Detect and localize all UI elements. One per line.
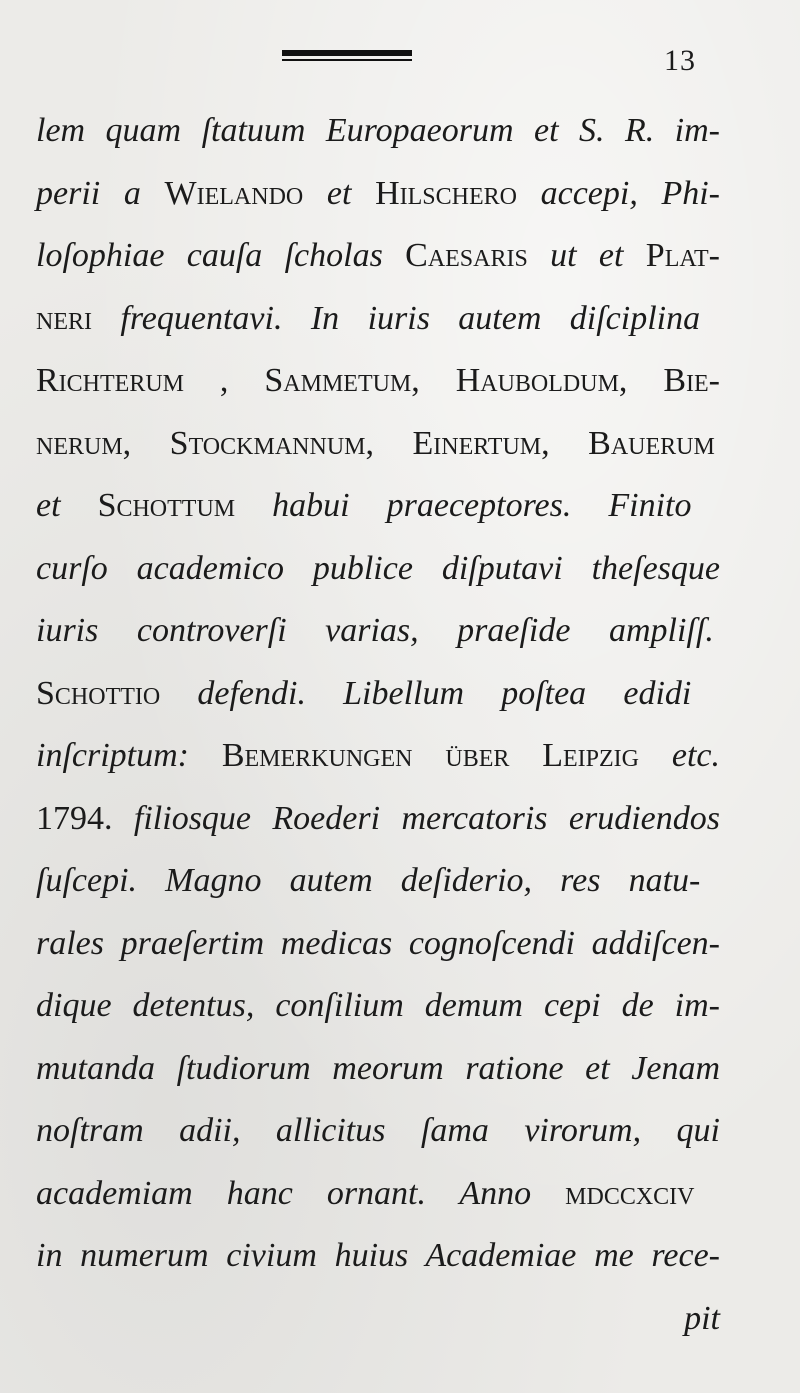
text-line-content — [36, 1050, 720, 1087]
text-run: loſophiae cauſa ſcholas — [36, 237, 406, 274]
text-line-content — [36, 1237, 720, 1274]
text-line-content — [36, 675, 691, 712]
text-line-content — [36, 487, 691, 524]
text-run: ſuſcepi. Magno autem deſiderio, res natu- — [36, 862, 701, 899]
text-line — [36, 725, 720, 788]
small-caps-name: Plat- — [645, 237, 721, 274]
text-line — [36, 788, 720, 851]
text-block — [36, 100, 720, 1350]
text-line — [36, 663, 720, 726]
text-line-content — [684, 1300, 720, 1337]
text-run: in numerum civium huius Academiae me rece- — [36, 1237, 720, 1274]
text-line — [36, 475, 720, 538]
text-line — [36, 1038, 720, 1101]
text-line-content — [36, 237, 720, 274]
page-number: 13 — [664, 44, 696, 77]
text-line-content — [36, 300, 700, 337]
text-run: mutanda ſtudiorum meorum ratione et Jenam — [36, 1049, 720, 1087]
text-line — [36, 163, 720, 226]
small-caps-name: Hilschero — [375, 174, 517, 212]
small-caps-name: mdccxciv — [565, 1174, 695, 1212]
header-rule-thick — [282, 50, 412, 56]
header-rule — [282, 50, 412, 64]
text-run: dique detentus, conſilium demum cepi de im- — [36, 987, 720, 1024]
text-run: perii a — [36, 174, 165, 212]
text-line — [36, 850, 720, 913]
text-line — [36, 288, 720, 351]
text-line-content — [36, 425, 715, 462]
small-caps-name: Schottio — [36, 674, 161, 712]
small-caps-name: Schottum — [97, 487, 236, 524]
text-line-content — [36, 862, 700, 899]
text-line-content — [36, 550, 720, 587]
text-line-content — [36, 737, 720, 774]
small-caps-name: Wielando — [164, 174, 304, 212]
text-line — [36, 413, 720, 476]
text-line — [36, 1288, 720, 1351]
text-line — [36, 975, 720, 1038]
text-run: rales praeſertim medicas cognoſcendi addiſcen- — [36, 924, 720, 962]
text-run: curſo academico publice diſputavi theſesque — [36, 549, 720, 587]
small-caps-name: Richterum , Sammetum, Hauboldum, Bie- — [36, 362, 720, 399]
text-line — [36, 600, 720, 663]
small-caps-name: Caesaris — [405, 237, 528, 274]
text-run: lem quam ſtatuum Europaeorum et S. R. im- — [36, 112, 720, 149]
text-line-content — [36, 925, 720, 962]
text-run: et — [303, 174, 376, 212]
text-run: etc. — [639, 737, 720, 774]
text-run: iuris controverſi varias, praeſide ampliſſ. — [36, 612, 714, 649]
text-run: et — [36, 487, 98, 524]
text-run: habui praeceptores. Finito — [235, 487, 692, 524]
text-line — [36, 913, 720, 976]
text-line-content — [36, 1175, 695, 1212]
small-caps-name: Bemerkungen über Leipzig — [221, 737, 639, 774]
text-line-content — [36, 1112, 720, 1149]
header-rule-thin — [282, 59, 412, 61]
text-line-content — [36, 112, 720, 149]
text-line — [36, 1163, 720, 1226]
text-line — [36, 225, 720, 288]
text-run: accepi, Phi- — [516, 174, 721, 212]
text-run: noſtram adii, allicitus ſama virorum, qui — [36, 1112, 720, 1149]
text-line — [36, 350, 720, 413]
text-run: academiam hanc ornant. Anno — [36, 1174, 566, 1212]
text-run: frequentavi. In iuris autem diſciplina — [92, 299, 701, 337]
text-run: pit — [684, 1299, 720, 1337]
text-line-content — [36, 612, 714, 649]
text-line — [36, 538, 720, 601]
text-run: inſcriptum: — [36, 737, 222, 774]
text-line — [36, 1100, 720, 1163]
text-line-content — [36, 362, 720, 399]
text-run: ut et — [527, 237, 646, 274]
text-run: 1794. — [36, 799, 134, 837]
text-run: filiosque Roederi mercatoris erudiendos — [133, 799, 720, 837]
text-line-content — [36, 800, 720, 837]
small-caps-name: nerum, Stockmannum, Einertum, Bauerum — [36, 424, 715, 462]
text-line-content — [36, 987, 720, 1024]
text-line-content — [36, 175, 720, 212]
text-run: defendi. Libellum poſtea edidi — [160, 674, 692, 712]
text-line — [36, 100, 720, 163]
text-line — [36, 1225, 720, 1288]
small-caps-name: neri — [36, 299, 92, 337]
